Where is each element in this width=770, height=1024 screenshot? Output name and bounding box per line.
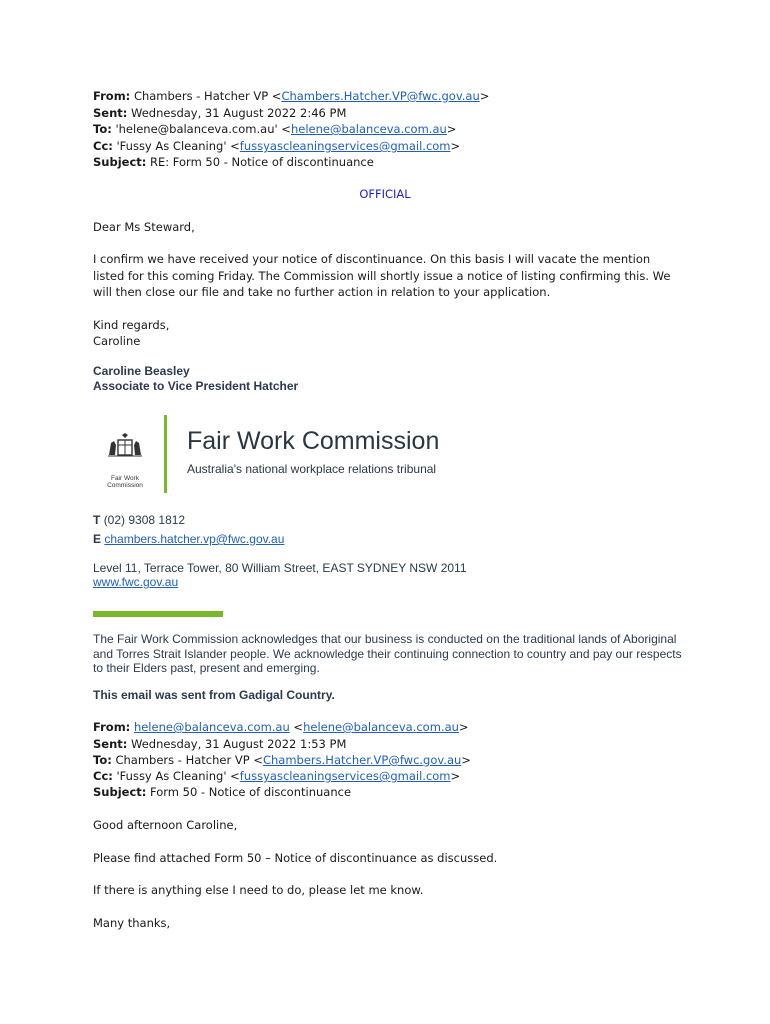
phone-line [93,513,185,528]
sent-label: Sent: [93,106,128,120]
to-email-link[interactable]: helene@balanceva.com.au [290,122,447,136]
email-line [93,532,284,547]
orig-cc-label: Cc: [93,769,113,783]
original-body: Please find attached Form 50 – Notice of discontinuance as discussed. [93,851,498,865]
reply-greeting: Dear Ms Steward, [93,220,195,234]
reply-body: I confirm we have received your notice of discontinuance. On this basis I will vacate the mention listed for this coming Friday. The Commission will shortly issue a notice of listing confirming this. We will then close our file and take no further action in relation to your application. [93,252,671,299]
subject-value: RE: Form 50 - Notice of discontinuance [150,155,374,169]
country-note: This email was sent from Gadigal Country. [93,688,335,702]
signature-title: Associate to Vice President Hatcher [93,379,299,393]
coat-of-arms-icon [95,433,155,489]
signature-email-link[interactable]: chambers.hatcher.vp@fwc.gov.au [104,532,285,546]
original-followup: If there is anything else I need to do, please let me know. [93,883,424,897]
orig-to-email-link[interactable]: Chambers.Hatcher.VP@fwc.gov.au [262,753,462,767]
reply-subject-line [93,154,374,171]
to-name: 'helene@balanceva.com.au' [115,122,278,136]
orig-cc-email-link[interactable]: fussyascleaningservices@gmail.com [239,769,451,783]
website-line [93,575,178,590]
original-sent-line [93,736,346,753]
email-label: E [93,532,102,546]
to-label: To: [93,122,112,136]
reply-from-line: From: Chambers - Hatcher VP <Chambers.Hatcher.VP@fwc.gov.au> [93,89,490,103]
original-cc-line: Cc: 'Fussy As Cleaning' <fussyascleaningservices@gmail.com> [93,769,461,783]
orig-subject-label: Subject: [93,785,147,799]
reply-closing-name: Caroline [93,334,141,348]
orig-to-name: Chambers - Hatcher VP [115,753,250,767]
reply-to-line: To: 'helene@balanceva.com.au' <helene@balanceva.com.au> [93,122,457,136]
fwc-logo [95,415,475,495]
original-to-line: To: Chambers - Hatcher VP <Chambers.Hatcher.VP@fwc.gov.au> [93,753,471,767]
original-from-line: From: helene@balanceva.com.au <helene@balanceva.com.au> [93,720,469,734]
original-greeting: Good afternoon Caroline, [93,818,238,832]
orig-from-name-link[interactable]: helene@balanceva.com.au [133,720,290,734]
original-subject-line [93,784,351,801]
sent-value: Wednesday, 31 August 2022 2:46 PM [131,106,347,120]
orig-from-email-link[interactable]: helene@balanceva.com.au [303,720,459,734]
logo-subtitle: Australia's national workplace relations tribunal [187,462,437,476]
accent-divider [93,611,223,617]
reply-sent-line [93,105,346,122]
classification-marking: OFFICIAL [359,187,411,201]
original-closing: Many thanks, [93,916,171,930]
from-name: Chambers - Hatcher VP [133,89,269,103]
address: Level 11, Terrace Tower, 80 William Street, EAST SYDNEY NSW 2011 [93,561,467,575]
cc-email-link[interactable]: fussyascleaningservices@gmail.com [239,139,451,153]
website-link[interactable]: www.fwc.gov.au [93,575,179,589]
from-email-link[interactable]: Chambers.Hatcher.VP@fwc.gov.au [281,89,480,103]
signature-name: Caroline Beasley [93,364,190,378]
crest-text-line-2: Commission [107,482,143,489]
reply-cc-line: Cc: 'Fussy As Cleaning' <fussyascleaningservices@gmail.com> [93,139,461,153]
orig-subject-value: Form 50 - Notice of discontinuance [150,785,352,799]
cc-name: 'Fussy As Cleaning' [116,139,227,153]
phone-label: T [93,513,101,527]
reply-closing: Kind regards, [93,318,170,332]
cc-label: Cc: [93,139,113,153]
orig-cc-name: 'Fussy As Cleaning' [116,769,227,783]
logo-title: Fair Work Commission [187,427,440,455]
acknowledgement-of-country: The Fair Work Commission acknowledges that our business is conducted on the traditional lands of Aboriginal and Torres Strait Islander people. We acknowledge their continuing connection to country and pay our respects to their Elders past, present and emerging. [93,632,682,675]
phone-number: (02) 9308 1812 [103,513,186,527]
orig-sent-value: Wednesday, 31 August 2022 1:53 PM [131,737,347,751]
orig-from-label: From: [93,720,131,734]
orig-to-label: To: [93,753,112,767]
subject-label: Subject: [93,155,147,169]
from-label: From: [93,89,131,103]
crest-text-line-1: Fair Work [110,475,140,482]
logo-divider [164,415,167,493]
orig-sent-label: Sent: [93,737,128,751]
